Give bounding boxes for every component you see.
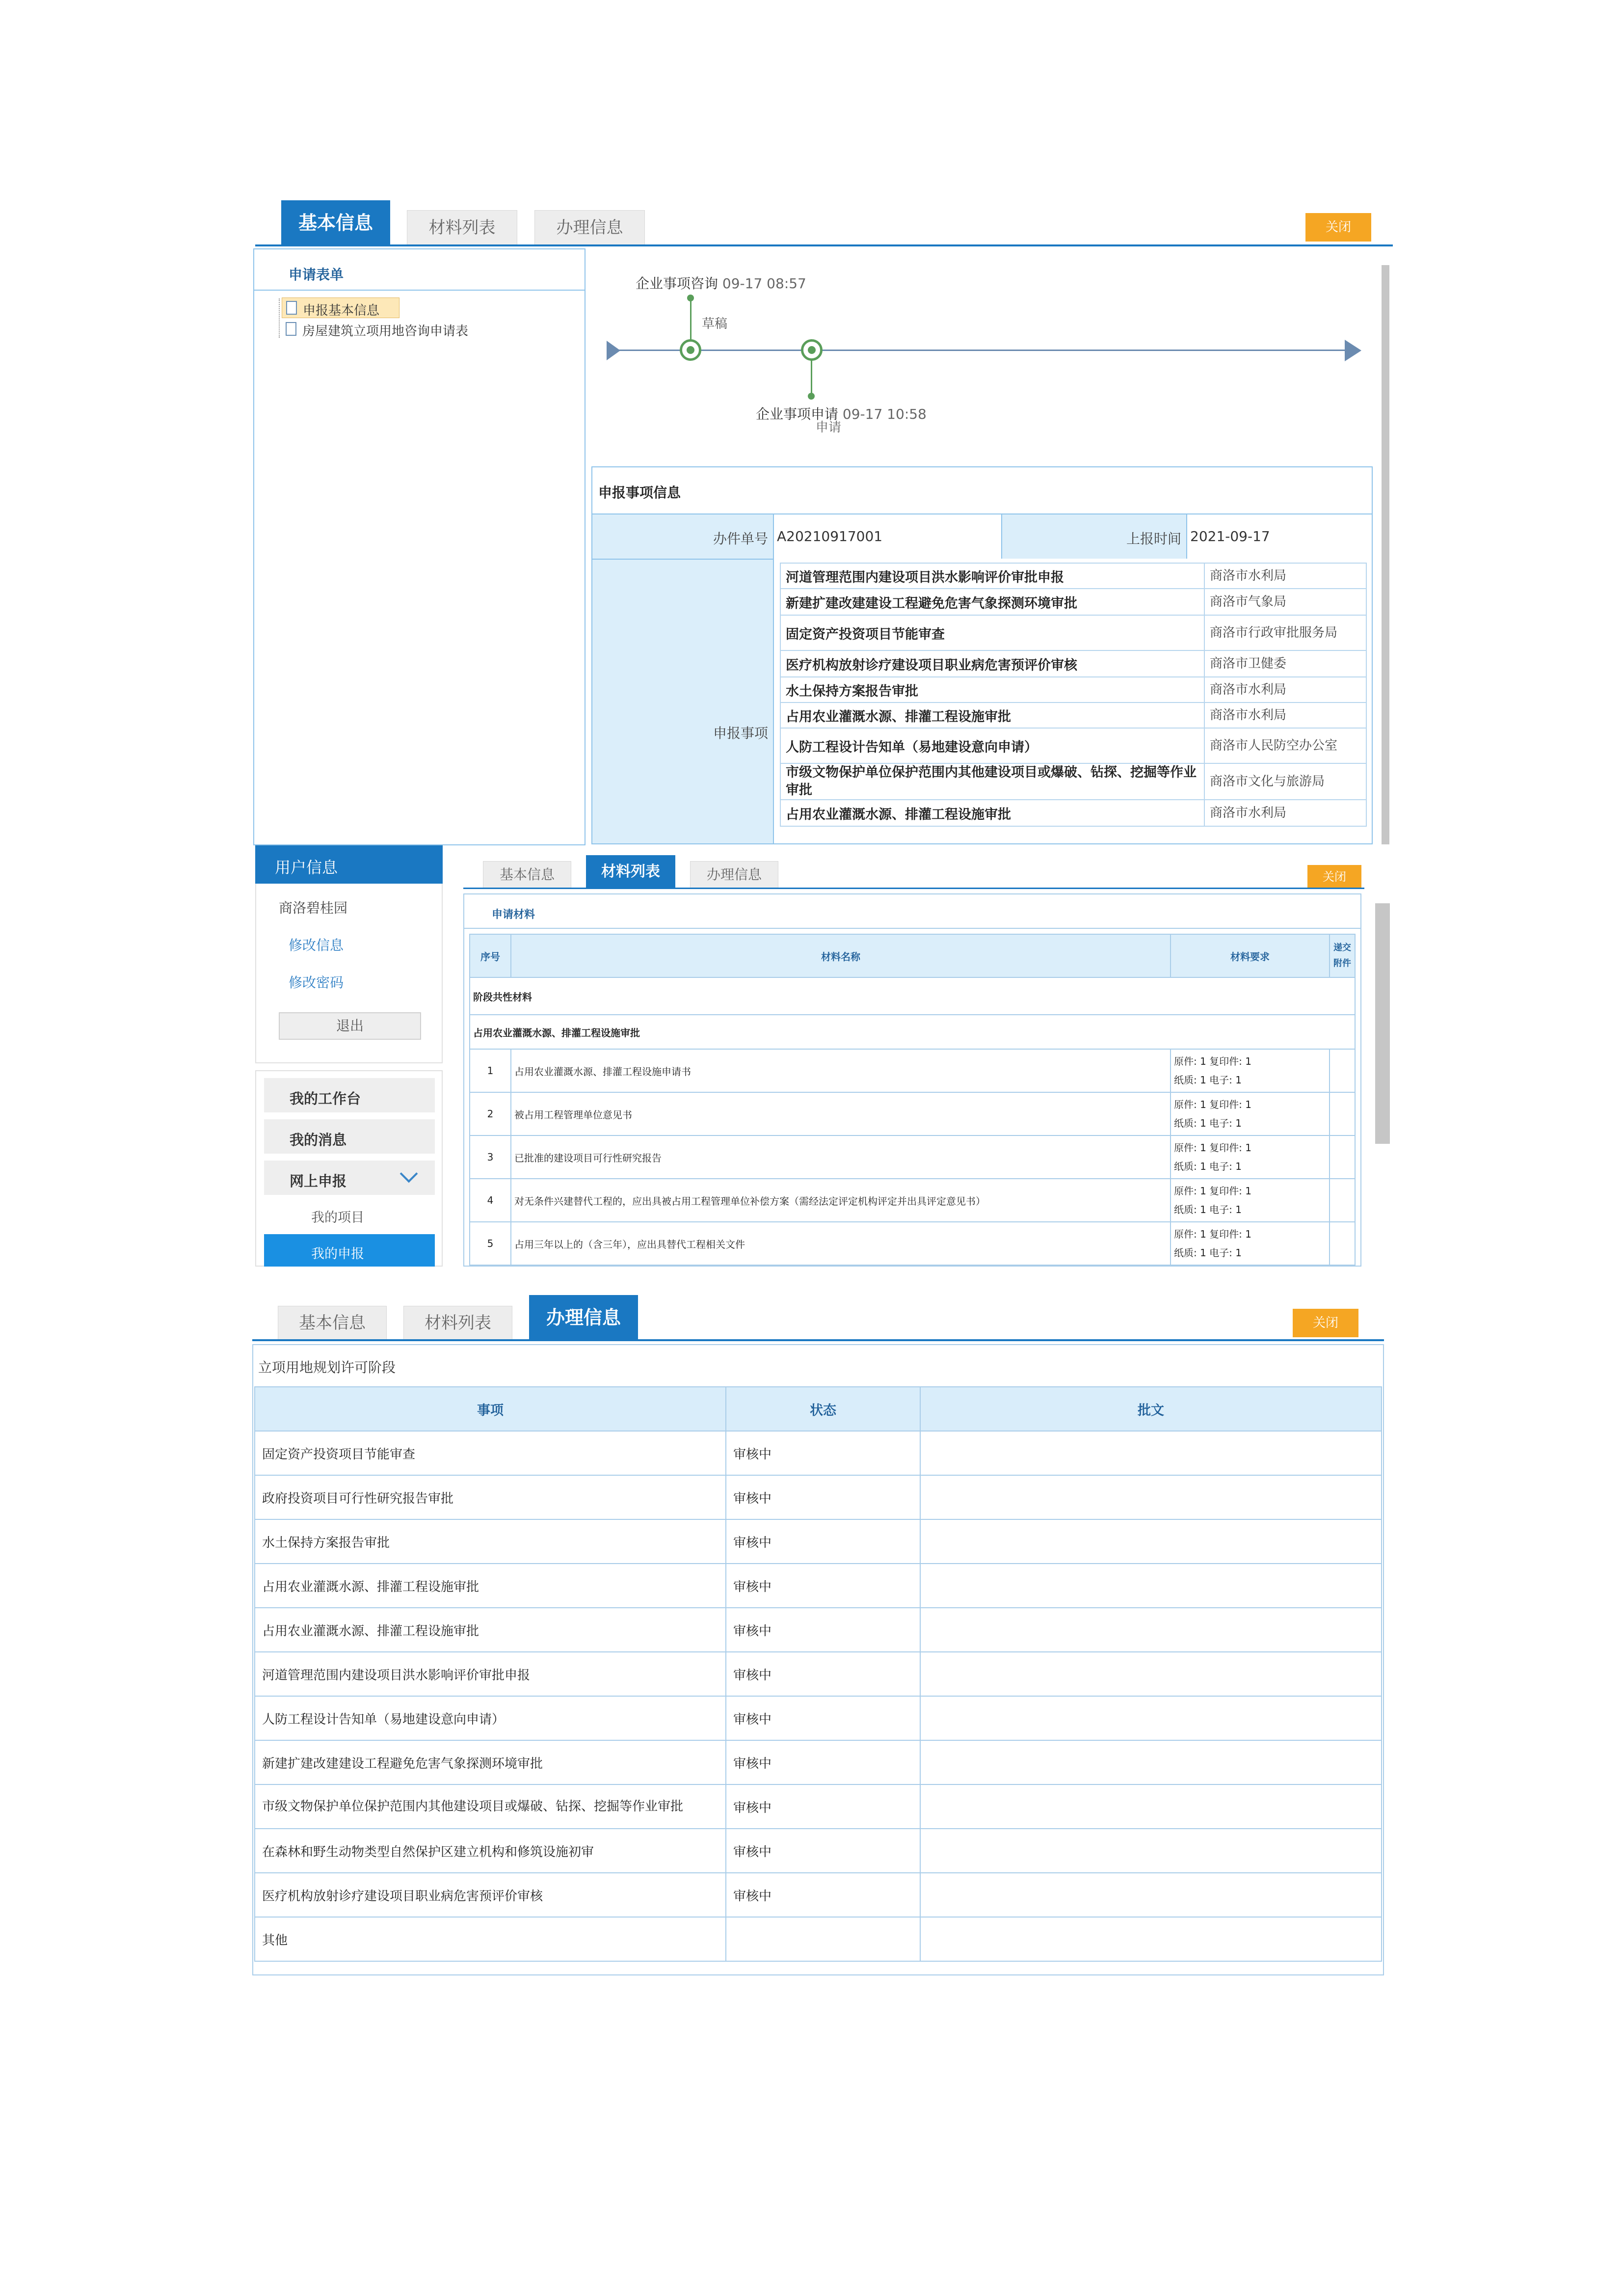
table-row — [255, 1696, 1382, 1740]
group-row — [470, 1015, 1355, 1049]
timeline-start-arrow-icon — [607, 341, 620, 360]
table-row — [255, 1564, 1382, 1608]
col-material-name: 材料名称 — [511, 934, 1171, 977]
timeline-stem — [811, 360, 812, 395]
item-name: 水土保持方案报告审批 — [255, 1519, 726, 1564]
report-info-title: 申报事项信息 — [598, 485, 681, 501]
stage-title: 立项用地规划许可阶段 — [258, 1359, 396, 1376]
approval-cell — [920, 1696, 1382, 1740]
table-row — [780, 677, 1366, 702]
approval-cell — [920, 1917, 1382, 1961]
menu-label: 我的消息 — [290, 1132, 347, 1148]
item-status: 审核中 — [726, 1475, 920, 1519]
col-attachment: 递交附件 — [1330, 934, 1355, 977]
item-dept: 商洛市文化与旅游局 — [1204, 763, 1366, 800]
timeline-dot — [808, 393, 815, 400]
progress-timeline — [589, 248, 1384, 455]
col-status: 状态 — [726, 1387, 920, 1431]
table-header-row — [255, 1387, 1382, 1431]
tab-basic-info[interactable]: 基本信息 — [483, 861, 571, 888]
attachment-cell[interactable] — [1330, 1092, 1355, 1135]
submenu-my-reports[interactable] — [264, 1234, 435, 1267]
material-name: 被占用工程管理单位意见书 — [511, 1092, 1171, 1135]
item-name: 医疗机构放射诊疗建设项目职业病危害预评价审核 — [780, 650, 1204, 677]
menu-label: 我的工作台 — [290, 1090, 361, 1107]
timeline-axis — [607, 350, 1353, 351]
table-row — [255, 1829, 1382, 1873]
item-status: 审核中 — [726, 1784, 920, 1829]
attachment-cell[interactable] — [1330, 1222, 1355, 1265]
item-name: 人防工程设计告知单（易地建设意向申请） — [255, 1696, 726, 1740]
group-label: 占用农业灌溉水源、排灌工程设施审批 — [470, 1015, 1355, 1049]
table-row — [780, 800, 1366, 826]
table-row — [470, 1049, 1355, 1092]
stage-label: 阶段共性材料 — [470, 977, 1355, 1015]
item-name: 其他 — [255, 1917, 726, 1961]
menu-my-workbench[interactable] — [264, 1078, 435, 1112]
user-info-title: 用户信息 — [275, 858, 338, 877]
attachment-cell[interactable] — [1330, 1179, 1355, 1222]
menu-my-messages[interactable] — [264, 1119, 435, 1154]
user-info-box — [255, 884, 443, 1063]
approval-cell — [920, 1829, 1382, 1873]
items-label: 申报事项 — [713, 725, 768, 741]
close-button[interactable]: 关闭 — [1293, 1309, 1358, 1337]
table-row — [780, 763, 1366, 800]
item-dept: 商洛市人民防空办公室 — [1204, 728, 1366, 763]
material-name: 占用农业灌溉水源、排灌工程设施申请书 — [511, 1049, 1171, 1092]
timeline-node2-status: 申请 — [816, 420, 842, 435]
table-row — [255, 1519, 1382, 1564]
menu-online-report[interactable] — [264, 1161, 435, 1195]
material-requirement: 原件: 1 复印件: 1 纸质: 1 电子: 1 — [1171, 1135, 1330, 1179]
menu-label: 网上申报 — [290, 1173, 347, 1189]
stage-row — [470, 977, 1355, 1015]
materials-section — [463, 893, 1361, 1267]
section-underline — [464, 928, 1361, 929]
scrollbar[interactable] — [1382, 265, 1389, 844]
item-name: 在森林和野生动物类型自然保护区建立机构和修筑设施初审 — [255, 1829, 726, 1873]
report-time-value: 2021-09-17 — [1190, 528, 1270, 544]
table-row — [255, 1873, 1382, 1917]
approval-cell — [920, 1475, 1382, 1519]
item-name: 市级文物保护单位保护范围内其他建设项目或爆破、钻探、挖掘等作业审批 — [255, 1784, 726, 1829]
timeline-node1-status: 草稿 — [702, 317, 728, 331]
table-row — [780, 563, 1366, 589]
table-header-row — [470, 934, 1355, 977]
item-status — [726, 1917, 920, 1961]
tree-item-label: 申报基本信息 — [303, 303, 380, 318]
edit-password-link[interactable]: 修改密码 — [289, 974, 344, 991]
report-time-label: 上报时间 — [1126, 531, 1181, 547]
report-info-section — [591, 466, 1373, 844]
item-dept: 商洛市水利局 — [1204, 702, 1366, 728]
item-name: 河道管理范围内建设项目洪水影响评价审批申报 — [780, 563, 1204, 589]
items-label-cell — [592, 559, 774, 844]
timeline-dot — [687, 295, 694, 301]
approval-cell — [920, 1564, 1382, 1608]
materials-section-title: 申请材料 — [492, 909, 535, 921]
item-status: 审核中 — [726, 1519, 920, 1564]
close-button[interactable]: 关闭 — [1305, 213, 1371, 242]
approval-cell — [920, 1740, 1382, 1784]
approval-cell — [920, 1608, 1382, 1652]
form-tree-panel — [253, 248, 585, 845]
row-no: 5 — [470, 1222, 511, 1265]
scrollbar[interactable] — [1375, 903, 1390, 1144]
tree-item-label: 房屋建筑立项用地咨询申请表 — [302, 324, 469, 339]
item-name: 占用农业灌溉水源、排灌工程设施审批 — [780, 800, 1204, 826]
item-status: 审核中 — [726, 1608, 920, 1652]
material-requirement: 原件: 1 复印件: 1 纸质: 1 电子: 1 — [1171, 1179, 1330, 1222]
item-status: 审核中 — [726, 1873, 920, 1917]
tab-process-info[interactable]: 办理信息 — [529, 1295, 638, 1339]
table-row — [780, 589, 1366, 615]
tab-basic-info[interactable]: 基本信息 — [281, 200, 390, 244]
report-time-cell — [1187, 513, 1373, 559]
report-time-label-cell — [1002, 513, 1187, 559]
tree-line — [279, 298, 281, 338]
table-row — [780, 615, 1366, 650]
timeline-node2-circle — [801, 339, 823, 361]
item-status: 审核中 — [726, 1829, 920, 1873]
process-section — [252, 1344, 1384, 1975]
item-name: 占用农业灌溉水源、排灌工程设施审批 — [255, 1608, 726, 1652]
table-row — [255, 1917, 1382, 1961]
table-row — [255, 1475, 1382, 1519]
edit-info-link[interactable]: 修改信息 — [289, 937, 344, 953]
tree-header-underline — [254, 290, 585, 291]
document-icon — [286, 301, 297, 315]
report-items-table — [780, 563, 1367, 827]
material-requirement: 原件: 1 复印件: 1 纸质: 1 电子: 1 — [1171, 1092, 1330, 1135]
tab-underline — [255, 244, 1393, 246]
item-name: 新建扩建改建建设工程避免危害气象探测环境审批 — [255, 1740, 726, 1784]
table-row — [255, 1608, 1382, 1652]
item-status: 审核中 — [726, 1652, 920, 1696]
material-name: 占用三年以上的（含三年），应出具替代工程相关文件 — [511, 1222, 1171, 1265]
item-status: 审核中 — [726, 1696, 920, 1740]
tree-header: 申请表单 — [289, 267, 344, 283]
process-table — [254, 1386, 1382, 1962]
user-info-header — [255, 845, 443, 884]
item-dept: 商洛市卫健委 — [1204, 650, 1366, 677]
item-name: 固定资产投资项目节能审查 — [255, 1431, 726, 1475]
approval-cell — [920, 1652, 1382, 1696]
item-name: 政府投资项目可行性研究报告审批 — [255, 1475, 726, 1519]
tab-material-list[interactable]: 材料列表 — [586, 855, 675, 888]
logout-button[interactable]: 退出 — [279, 1012, 421, 1040]
chevron-down-icon — [400, 1165, 418, 1183]
material-name: 已批准的建设项目可行性研究报告 — [511, 1135, 1171, 1179]
table-row — [780, 702, 1366, 728]
approval-cell — [920, 1519, 1382, 1564]
doc-no-cell — [774, 513, 1002, 559]
tree-item-basic[interactable] — [282, 297, 399, 318]
item-dept: 商洛市气象局 — [1204, 589, 1366, 615]
row-no: 4 — [470, 1179, 511, 1222]
doc-no-label-cell — [592, 513, 774, 559]
submenu-label: 我的申报 — [311, 1246, 364, 1262]
col-approval: 批文 — [920, 1387, 1382, 1431]
material-requirement: 原件: 1 复印件: 1 纸质: 1 电子: 1 — [1171, 1222, 1330, 1265]
item-name: 占用农业灌溉水源、排灌工程设施审批 — [255, 1564, 726, 1608]
tab-material-list[interactable]: 材料列表 — [407, 210, 517, 244]
materials-table — [469, 934, 1356, 1266]
table-row — [470, 1179, 1355, 1222]
table-row — [255, 1784, 1382, 1829]
approval-cell — [920, 1873, 1382, 1917]
tab-basic-info[interactable]: 基本信息 — [278, 1306, 387, 1339]
item-name: 人防工程设计告知单（易地建设意向申请） — [780, 728, 1204, 763]
tree-item-application-form[interactable] — [282, 319, 537, 339]
approval-cell — [920, 1431, 1382, 1475]
document-icon — [286, 322, 296, 336]
submenu-label: 我的项目 — [311, 1210, 364, 1225]
tab-underline — [463, 888, 1364, 889]
user-name: 商洛碧桂园 — [279, 900, 348, 916]
item-dept: 商洛市行政审批服务局 — [1204, 615, 1366, 650]
col-no: 序号 — [470, 934, 511, 977]
attachment-cell[interactable] — [1330, 1135, 1355, 1179]
doc-no-label: 办件单号 — [713, 531, 768, 547]
tab-process-info[interactable]: 办理信息 — [534, 210, 645, 244]
table-row — [780, 728, 1366, 763]
item-name: 医疗机构放射诊疗建设项目职业病危害预评价审核 — [255, 1873, 726, 1917]
tab-underline — [252, 1339, 1384, 1341]
item-name: 河道管理范围内建设项目洪水影响评价审批申报 — [255, 1652, 726, 1696]
table-row — [255, 1431, 1382, 1475]
table-row — [470, 1135, 1355, 1179]
item-status: 审核中 — [726, 1740, 920, 1784]
tab-process-info[interactable]: 办理信息 — [690, 861, 778, 888]
material-requirement: 原件: 1 复印件: 1 纸质: 1 电子: 1 — [1171, 1049, 1330, 1092]
col-item: 事项 — [255, 1387, 726, 1431]
approval-cell — [920, 1784, 1382, 1829]
item-name: 固定资产投资项目节能审查 — [780, 615, 1204, 650]
table-row — [255, 1740, 1382, 1784]
table-row — [780, 650, 1366, 677]
item-status: 审核中 — [726, 1431, 920, 1475]
timeline-end-arrow-icon — [1345, 340, 1361, 361]
item-dept: 商洛市水利局 — [1204, 677, 1366, 702]
item-name: 占用农业灌溉水源、排灌工程设施审批 — [780, 702, 1204, 728]
table-row — [470, 1092, 1355, 1135]
close-button[interactable]: 关闭 — [1307, 865, 1361, 889]
table-row — [470, 1222, 1355, 1265]
timeline-node2-label: 企业事项申请 09-17 10:58 — [756, 406, 927, 422]
timeline-node1-circle — [680, 339, 701, 361]
item-dept: 商洛市水利局 — [1204, 563, 1366, 589]
row-no: 3 — [470, 1135, 511, 1179]
attachment-cell[interactable] — [1330, 1049, 1355, 1092]
col-requirements: 材料要求 — [1171, 934, 1330, 977]
item-name: 新建扩建改建建设工程避免危害气象探测环境审批 — [780, 589, 1204, 615]
table-row — [255, 1652, 1382, 1696]
timeline-node1-label: 企业事项咨询 09-17 08:57 — [636, 275, 806, 292]
item-status: 审核中 — [726, 1564, 920, 1608]
item-name: 市级文物保护单位保护范围内其他建设项目或爆破、钻探、挖掘等作业审批 — [780, 763, 1204, 800]
doc-no-value: A20210917001 — [777, 528, 883, 544]
material-name: 对无条件兴建替代工程的，应出具被占用工程管理单位补偿方案（需经法定评定机构评定并出具评定意见书） — [511, 1179, 1171, 1222]
tab-material-list[interactable]: 材料列表 — [403, 1306, 512, 1339]
item-name: 水土保持方案报告审批 — [780, 677, 1204, 702]
submenu-my-projects[interactable] — [264, 1199, 435, 1229]
row-no: 2 — [470, 1092, 511, 1135]
item-dept: 商洛市水利局 — [1204, 800, 1366, 826]
row-no: 1 — [470, 1049, 511, 1092]
